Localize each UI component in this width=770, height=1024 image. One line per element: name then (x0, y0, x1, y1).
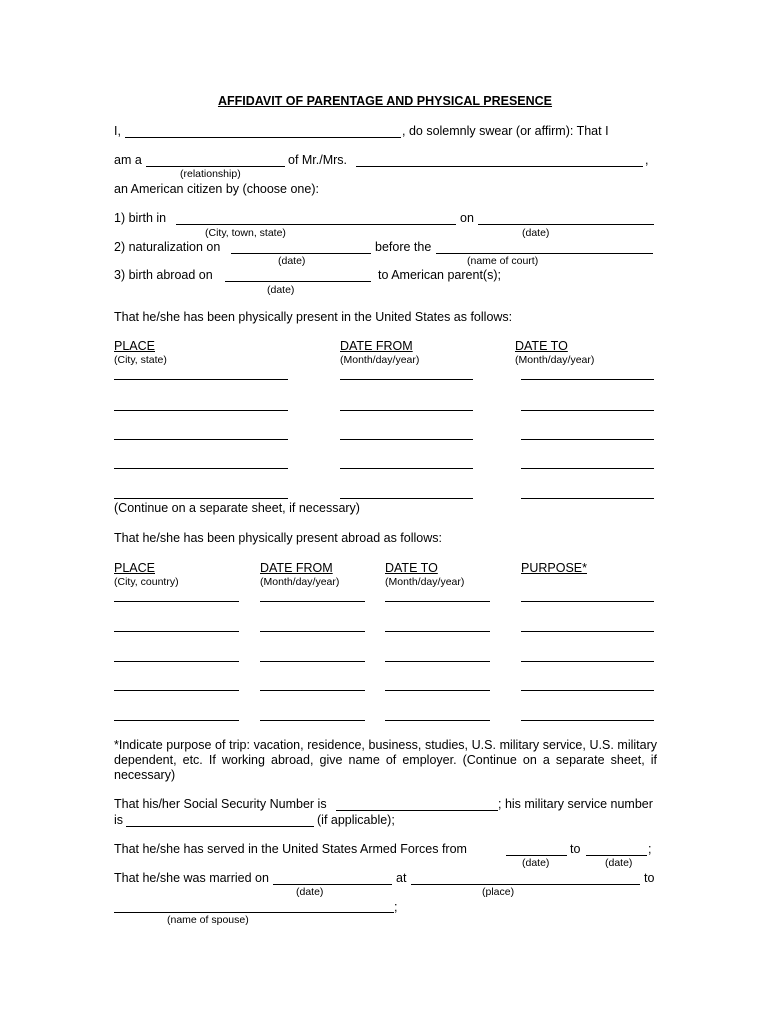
abroad-presence-intro: That he/she has been physically present abroad as follows: (114, 531, 442, 545)
naturalization-date-field[interactable] (231, 253, 371, 254)
ssn-text: That his/her Social Security Number is (114, 797, 327, 811)
abroad-purpose-field-3[interactable] (521, 661, 654, 662)
date-hint: (date) (522, 227, 550, 239)
us-date-from-field-5[interactable] (340, 498, 473, 499)
before-the-text: before the (375, 240, 432, 254)
if-applicable-text: (if applicable); (317, 813, 395, 827)
us-place-field-2[interactable] (114, 410, 288, 411)
place-hint: (place) (482, 886, 515, 898)
abroad-place-field-5[interactable] (114, 720, 239, 721)
affiant-name-field[interactable] (125, 137, 401, 138)
parent-name-field[interactable] (356, 166, 643, 167)
col-header-date-to: DATE TO (515, 339, 568, 353)
us-place-field-4[interactable] (114, 468, 288, 469)
abroad-col-header-date-from: DATE FROM (260, 561, 333, 575)
us-date-from-field-3[interactable] (340, 439, 473, 440)
to-parents-text: to American parent(s); (378, 268, 501, 282)
court-name-field[interactable] (436, 253, 653, 254)
service-to-field[interactable] (586, 855, 647, 856)
spouse-hint: (name of spouse) (167, 914, 249, 926)
abroad-col-subheader-date-to: (Month/day/year) (385, 576, 465, 588)
marriage-date-field[interactable] (273, 884, 392, 885)
court-hint: (name of court) (467, 255, 539, 267)
us-date-from-field-4[interactable] (340, 468, 473, 469)
abroad-date-to-field-4[interactable] (385, 690, 490, 691)
us-place-field-1[interactable] (114, 379, 288, 380)
abroad-col-header-place: PLACE (114, 561, 155, 575)
col-subheader-date-to: (Month/day/year) (515, 354, 595, 366)
abroad-date-from-field-3[interactable] (260, 661, 365, 662)
birth-place-field[interactable] (176, 224, 456, 225)
abroad-col-subheader-date-from: (Month/day/year) (260, 576, 340, 588)
semicolon: ; (394, 900, 398, 914)
us-date-to-field-5[interactable] (521, 498, 654, 499)
is-text: is (114, 813, 124, 827)
abroad-place-field-3[interactable] (114, 661, 239, 662)
abroad-date-to-field-3[interactable] (385, 661, 490, 662)
abroad-purpose-field-2[interactable] (521, 631, 654, 632)
abroad-col-header-purpose: PURPOSE* (521, 561, 587, 575)
city-hint: (City, town, state) (205, 227, 286, 239)
us-date-to-field-1[interactable] (521, 379, 654, 380)
military-number-text: ; his military service number (498, 797, 653, 811)
abroad-date-from-field-4[interactable] (260, 690, 365, 691)
us-place-field-3[interactable] (114, 439, 288, 440)
option-3-label: 3) birth abroad on (114, 268, 213, 282)
abroad-col-subheader-place: (City, country) (114, 576, 179, 588)
spouse-name-field[interactable] (114, 912, 394, 913)
abroad-date-to-field-5[interactable] (385, 720, 490, 721)
date-hint: (date) (267, 284, 295, 296)
on-text: on (460, 211, 474, 225)
abroad-date-to-field-1[interactable] (385, 601, 490, 602)
marriage-place-field[interactable] (411, 884, 640, 885)
to-text: to (644, 871, 655, 885)
date-hint: (date) (278, 255, 306, 267)
date-hint: (date) (605, 857, 633, 869)
abroad-purpose-field-4[interactable] (521, 690, 654, 691)
abroad-col-header-date-to: DATE TO (385, 561, 438, 575)
us-date-to-field-2[interactable] (521, 410, 654, 411)
purpose-footnote: *Indicate purpose of trip: vacation, residence, business, studies, U.S. military service, U.S. military dependent, etc. If working abroad, give name of employer. (Continue on a separate sheet, if necessary) (114, 738, 657, 782)
to-text: to (570, 842, 581, 856)
semicolon: ; (648, 842, 652, 856)
of-mr-mrs-text: of Mr./Mrs. (288, 153, 348, 167)
pronoun-i: I, (114, 124, 121, 138)
abroad-date-from-field-2[interactable] (260, 631, 365, 632)
am-a-text: am a (114, 153, 142, 167)
abroad-purpose-field-5[interactable] (521, 720, 654, 721)
abroad-date-from-field-5[interactable] (260, 720, 365, 721)
continue-note: (Continue on a separate sheet, if necessary) (114, 501, 360, 515)
us-place-field-5[interactable] (114, 498, 288, 499)
abroad-place-field-4[interactable] (114, 690, 239, 691)
birth-date-field[interactable] (478, 224, 654, 225)
date-hint: (date) (522, 857, 550, 869)
document-title: AFFIDAVIT OF PARENTAGE AND PHYSICAL PRESENCE (217, 94, 553, 108)
date-hint: (date) (296, 886, 324, 898)
us-date-from-field-2[interactable] (340, 410, 473, 411)
married-text: That he/she was married on (114, 871, 269, 885)
option-1-label: 1) birth in (114, 211, 167, 225)
abroad-date-to-field-2[interactable] (385, 631, 490, 632)
relationship-field[interactable] (146, 166, 285, 167)
us-presence-intro: That he/she has been physically present in the United States as follows: (114, 310, 513, 324)
option-2-label: 2) naturalization on (114, 240, 221, 254)
swear-text: , do solemnly swear (or affirm): That I (402, 124, 609, 138)
military-number-field[interactable] (126, 826, 314, 827)
relationship-hint: (relationship) (180, 168, 241, 180)
col-subheader-date-from: (Month/day/year) (340, 354, 420, 366)
abroad-date-from-field-1[interactable] (260, 601, 365, 602)
comma: , (645, 153, 649, 167)
abroad-place-field-1[interactable] (114, 601, 239, 602)
served-text: That he/she has served in the United States Armed Forces from (114, 842, 467, 856)
at-text: at (396, 871, 407, 885)
birth-abroad-date-field[interactable] (225, 281, 371, 282)
us-date-from-field-1[interactable] (340, 379, 473, 380)
us-date-to-field-3[interactable] (521, 439, 654, 440)
service-from-field[interactable] (506, 855, 567, 856)
col-header-date-from: DATE FROM (340, 339, 413, 353)
abroad-place-field-2[interactable] (114, 631, 239, 632)
us-date-to-field-4[interactable] (521, 468, 654, 469)
abroad-purpose-field-1[interactable] (521, 601, 654, 602)
ssn-field[interactable] (336, 810, 498, 811)
citizen-text: an American citizen by (choose one): (114, 182, 319, 196)
col-header-place: PLACE (114, 339, 155, 353)
col-subheader-place: (City, state) (114, 354, 167, 366)
